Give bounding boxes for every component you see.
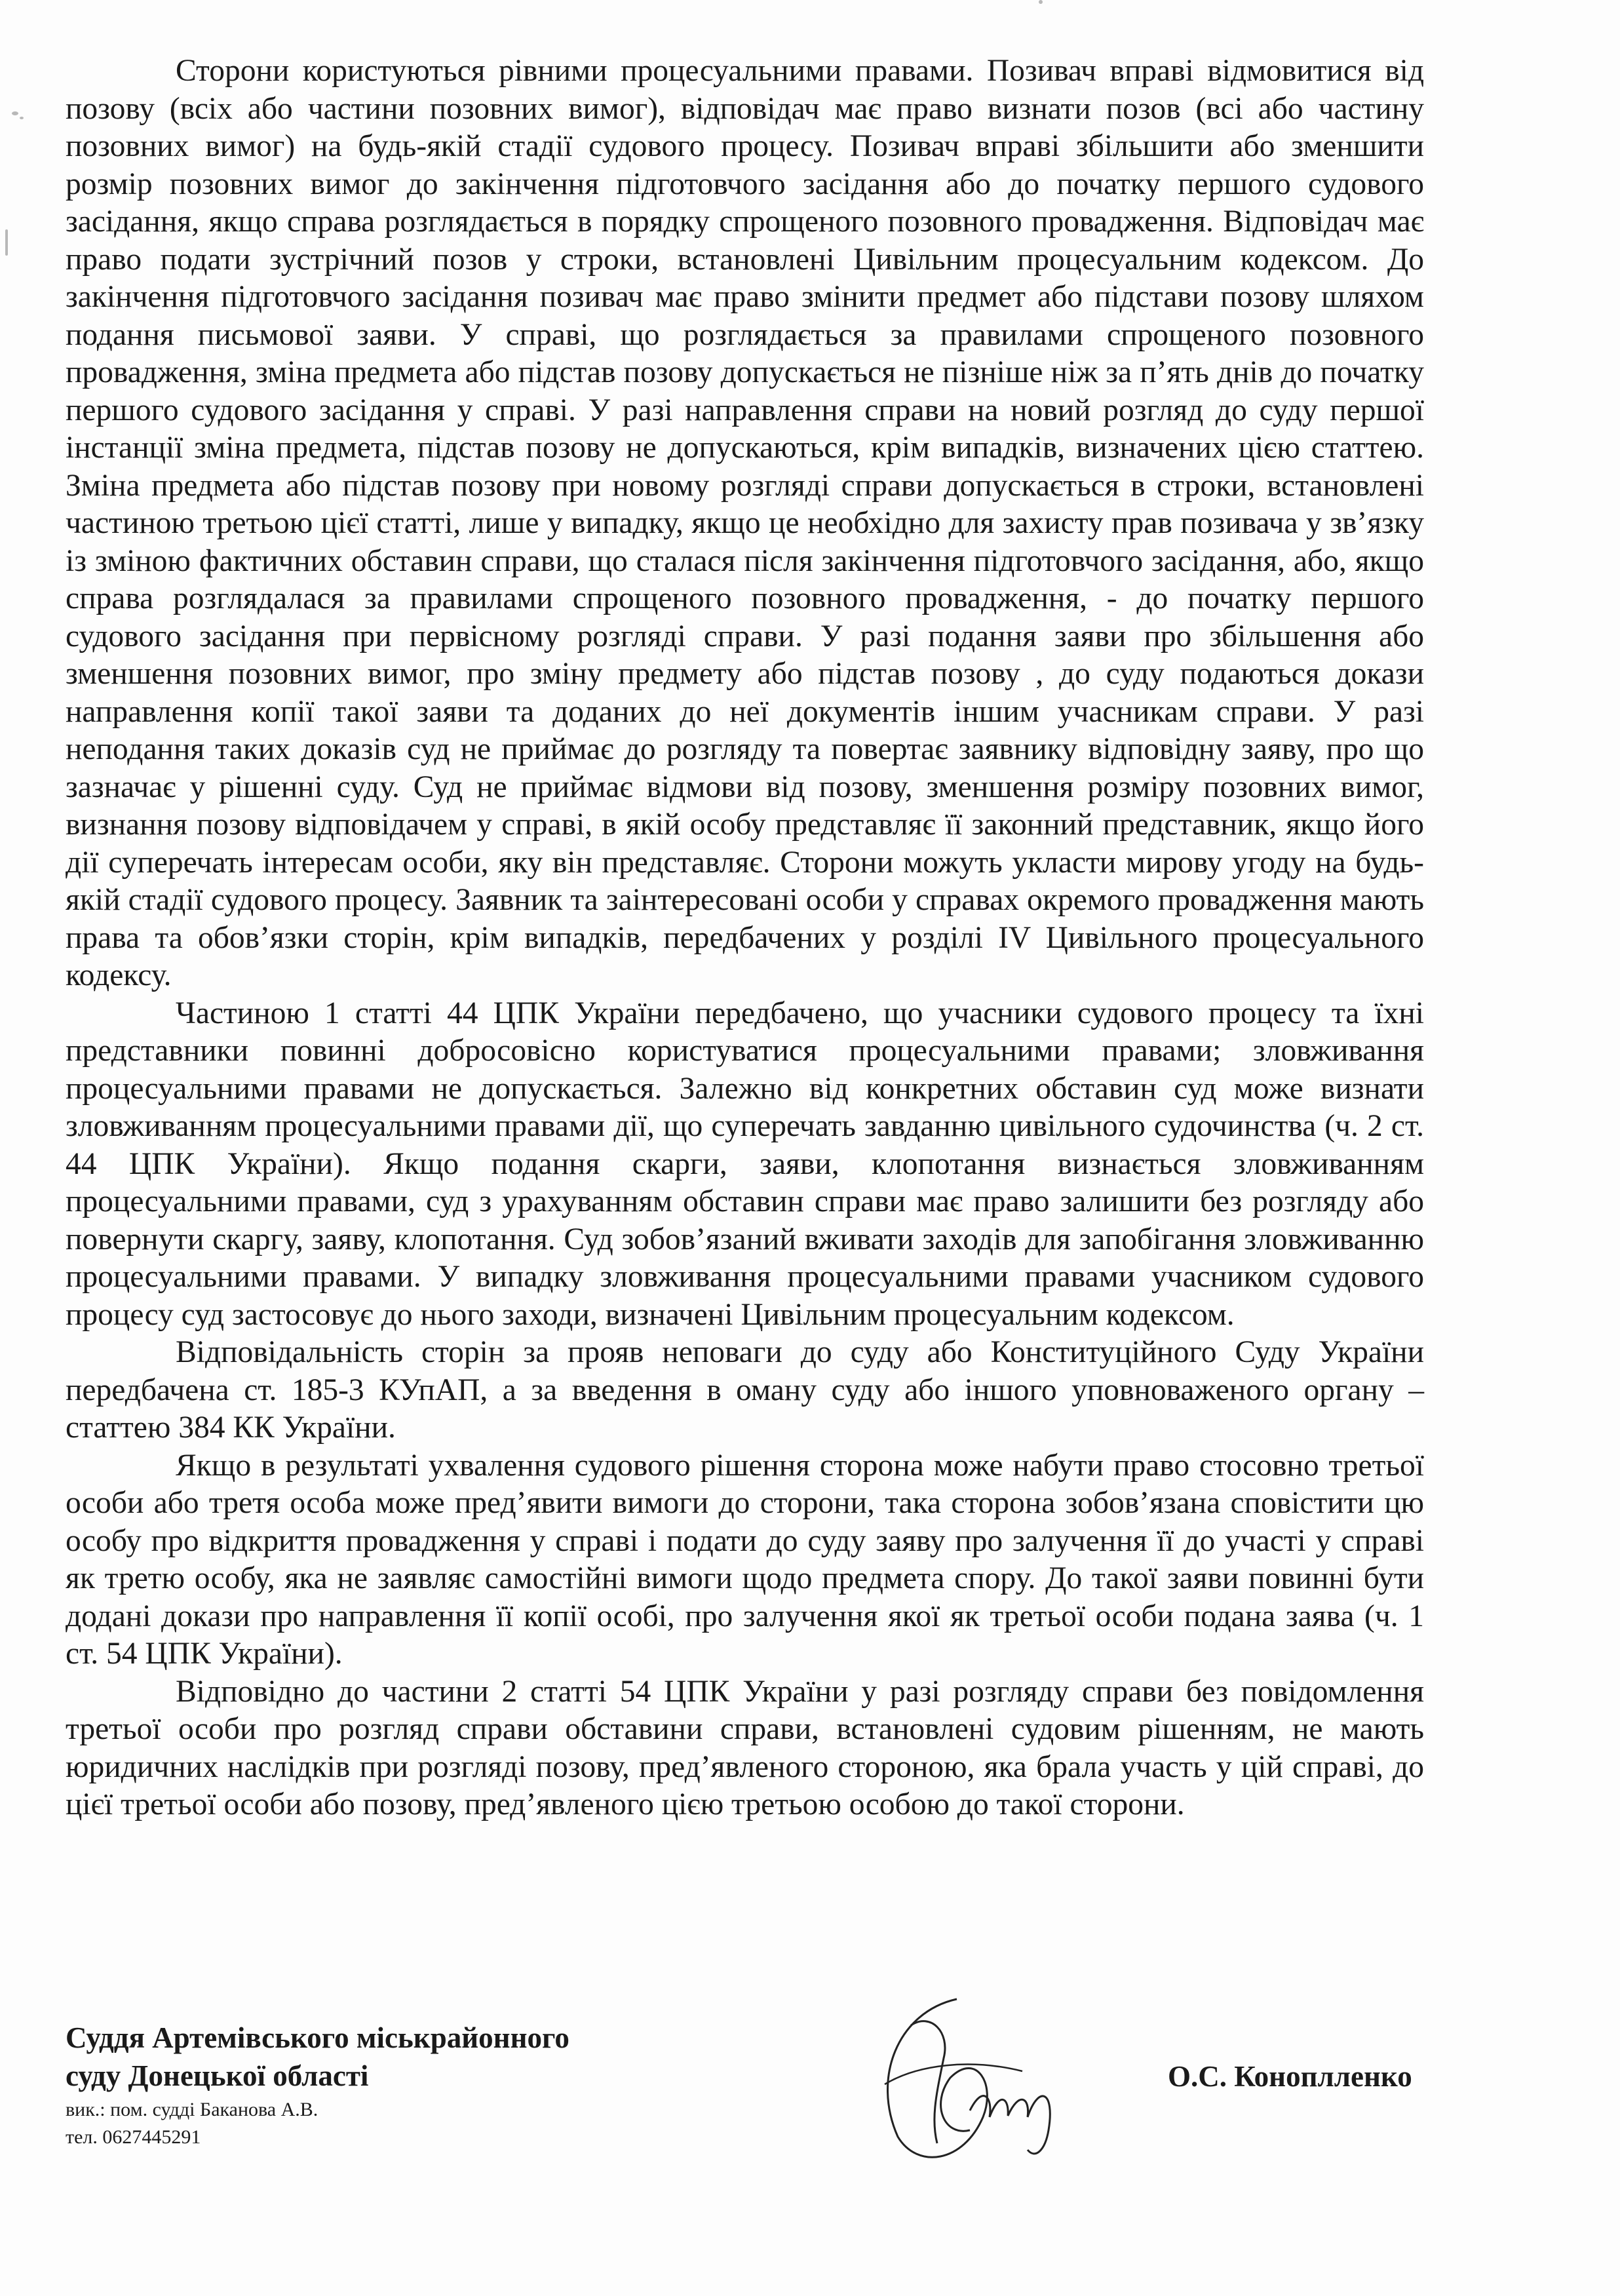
phone-line: тел. 0627445291 — [66, 2126, 201, 2148]
scan-artifact — [20, 117, 24, 119]
judge-title: Суддя Артемівського міськрайонного суду Донецької області — [66, 2021, 569, 2092]
paragraph-responsibility: Відповідальність сторін за прояв неповаги до суду або Конституційного Суду України передбачена ст. 185-3 КУпАП, а за введення в оману суду або іншого уповноваженого органу – статтею 384 КК України. — [66, 1335, 1424, 1445]
judge-name: О.С. Коноплленко — [1168, 2060, 1412, 2093]
paragraph-third-party: Якщо в результаті ухвалення судового рішення сторона може набути право стосовно третьої особи або третя особа може пред’явити вимоги до сторони, така сторона зобов’язана сповістити цю особу про відкриття провадження у справі і подати до суду заяву про залучення її до участі у справі як третю особу, яка не заявляє самостійні вимоги щодо предмета спору. До такої заяви повинні бути додані докази про направлення її копії особі, про залучення якої як третьої особи подана заява (ч. 1 ст. 54 ЦПК України). — [66, 1448, 1424, 1671]
scan-artifact — [1039, 0, 1043, 4]
paragraph-parties-rights: Сторони користуються рівними процесуальними правами. Позивач вправі відмовитися від позову (всіх або частини позовних вимог), відповідач має право визнати позов (всі або частину позовних вимог) на будь-якій стадії судового процесу. Позивач вправі збільшити або зменшити розмір позовних вимог до закінчення підготовчого засідання або до початку першого судового засідання, якщо справа розглядається в порядку спрощеного позовного провадження. Відповідач має право подати зустрічний позов у строки, встановлені Цивільним процесуальним кодексом. До закінчення підготовчого засідання позивач має право змінити предмет або підстави позову шляхом подання письмової заяви. У справі, що розглядається за правилами спрощеного позовного провадження, зміна предмета або підстав позову допускається не пізніше ніж за п’ять днів до початку першого судового засідання у справі. У разі направлення справи на новий розгляд до суду першої інстанції зміна предмета, підстав позову не допускаються, крім випадків, визначених цією статтею. Зміна предмета або підстав позову при новому розгляді справи допускається в строки, встановлені частиною третьою цієї статті, лише у випадку, якщо це необхідно для захисту прав позивача у зв’язку із зміною фактичних обставин справи, що сталася після закінчення підготовчого засідання, або, якщо справа розглядалася за правилами спрощеного позовного провадження, - до початку першого судового засідання при первісному розгляді справи. У разі подання заяви про збільшення або зменшення позовних вимог, про зміну предмету або підстав позову , до суду подаються докази направлення копії такої заяви та доданих до неї документів іншим учасникам справи. У разі неподання таких доказів суд не приймає до розгляду та повертає заявнику відповідну заяву, про що зазначає у рішенні суду. Суд не приймає відмови від позову, зменшення розміру позовних вимог, визнання позову відповідачем у справі, в якій особу представляє її законний представник, якщо його дії суперечать інтересам особи, яку він представляє. Сторони можуть укласти мирову угоду на будь-якій стадії судового процесу. Заявник та заінтересовані особи у справах окремого провадження мають права та обов’язки сторін, крім випадків, передбачених у розділі IV Цивільного процесуального кодексу. — [66, 54, 1424, 992]
document-body — [66, 52, 1424, 1824]
scan-artifact — [5, 229, 8, 256]
handwritten-signature — [858, 1986, 1075, 2176]
executor-line: вик.: пом. судді Баканова А.В. — [66, 2099, 318, 2120]
paragraph-article-54: Відповідно до частини 2 статті 54 ЦПК України у разі розгляду справи без повідомлення третьої особи про розгляд справи обставини справи, встановлені судовим рішенням, не мають юридичних наслідків при розгляді позову, пред’явленого стороною, яка брала участь у цій справі, до цієї третьої особи або позову, пред’явленого цією третьою особою до такої сторони. — [66, 1674, 1424, 1821]
judge-block — [66, 2019, 721, 2150]
scan-artifact — [12, 111, 18, 115]
paragraph-article-44: Частиною 1 статті 44 ЦПК України передбачено, що учасники судового процесу та їхні представники повинні добросовісно користуватися процесуальними правами; зловживання процесуальними правами не допускається. Залежно від конкретних обставин суд може визнати зловживанням процесуальними правами дії, що суперечать завданню цивільного судочинства (ч. 2 ст. 44 ЦПК України). Якщо подання скарги, заяви, клопотання визнається зловживанням процесуальними правами, суд з урахуванням обставин справи має право залишити без розгляду або повернути скаргу, заяву, клопотання. Суд зобов’язаний вживати заходів для запобігання зловживанню процесуальними правами. У випадку зловживання процесуальними правами учасником судового процесу суд застосовує до нього заходи, визначені Цивільним процесуальним кодексом. — [66, 996, 1424, 1332]
